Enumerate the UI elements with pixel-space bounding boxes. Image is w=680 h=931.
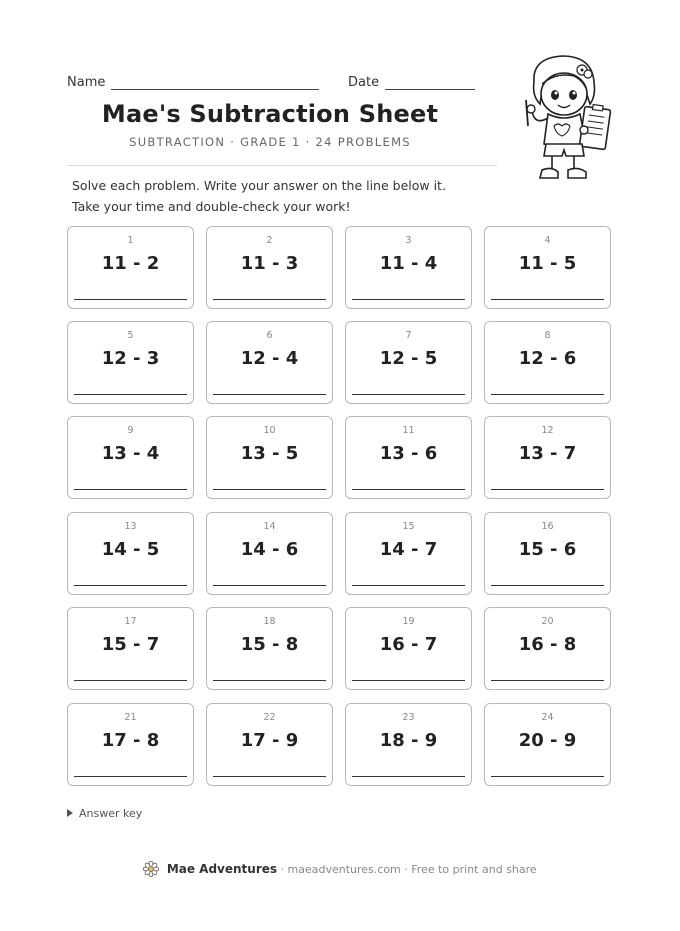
problem-expression: 14 - 7 [379, 539, 438, 560]
answer-line[interactable] [74, 489, 187, 490]
problem-card [484, 226, 611, 309]
problem-number: 19 [402, 616, 415, 627]
problem-expression: 15 - 7 [101, 634, 160, 655]
problem-expression: 13 - 6 [379, 443, 438, 464]
problem-card [345, 226, 472, 309]
problem-card [67, 416, 194, 499]
problem-expression: 16 - 7 [379, 634, 438, 655]
problem-number: 18 [263, 616, 276, 627]
answer-key-toggle[interactable] [67, 807, 142, 820]
date-field[interactable] [348, 75, 475, 90]
answer-line[interactable] [491, 394, 604, 395]
problem-number: 15 [402, 521, 415, 532]
problem-expression: 12 - 3 [101, 348, 160, 369]
instructions: Solve each problem. Write your answer on the line below it. Take your time and double-check your work! [72, 178, 446, 214]
problem-expression: 18 - 9 [379, 730, 438, 751]
problem-number: 1 [127, 235, 134, 246]
problem-expression: 14 - 5 [101, 539, 160, 560]
problem-number: 22 [263, 712, 276, 723]
problem-expression: 15 - 6 [518, 539, 577, 560]
problem-number: 8 [544, 330, 551, 341]
problem-card [206, 703, 333, 786]
answer-line[interactable] [491, 680, 604, 681]
problem-card [345, 607, 472, 690]
problem-expression: 16 - 8 [518, 634, 577, 655]
name-line[interactable] [111, 75, 319, 90]
answer-line[interactable] [213, 394, 326, 395]
problem-number: 12 [541, 425, 554, 436]
problem-number: 20 [541, 616, 554, 627]
problem-expression: 12 - 6 [518, 348, 577, 369]
footer [0, 862, 680, 878]
problem-number: 23 [402, 712, 415, 723]
problem-number: 7 [405, 330, 412, 341]
problem-expression: 12 - 5 [379, 348, 438, 369]
page-subtitle: SUBTRACTION · GRADE 1 · 24 PROBLEMS [129, 135, 411, 149]
problem-number: 10 [263, 425, 276, 436]
problem-card [345, 703, 472, 786]
problem-expression: 13 - 7 [518, 443, 577, 464]
problem-number: 9 [127, 425, 134, 436]
answer-line[interactable] [352, 489, 465, 490]
problem-expression: 17 - 9 [240, 730, 299, 751]
answer-line[interactable] [213, 680, 326, 681]
header-divider [67, 165, 497, 166]
problem-expression: 11 - 2 [101, 253, 160, 274]
problem-expression: 11 - 4 [379, 253, 438, 274]
problem-number: 3 [405, 235, 412, 246]
problem-card [67, 321, 194, 404]
problem-grid [67, 226, 613, 788]
problem-number: 13 [124, 521, 137, 532]
answer-line[interactable] [213, 776, 326, 777]
date-line[interactable] [385, 75, 475, 90]
name-label: Name [67, 75, 106, 90]
problem-card [206, 607, 333, 690]
problem-expression: 13 - 4 [101, 443, 160, 464]
problem-number: 24 [541, 712, 554, 723]
problem-card [206, 416, 333, 499]
problem-card [67, 226, 194, 309]
problem-card [484, 321, 611, 404]
answer-line[interactable] [74, 394, 187, 395]
problem-card [67, 703, 194, 786]
problem-card [484, 607, 611, 690]
answer-line[interactable] [213, 489, 326, 490]
problem-number: 5 [127, 330, 134, 341]
problem-number: 4 [544, 235, 551, 246]
problem-card [484, 703, 611, 786]
answer-key-label: Answer key [79, 807, 143, 820]
answer-line[interactable] [74, 299, 187, 300]
problem-expression: 14 - 6 [240, 539, 299, 560]
answer-line[interactable] [74, 776, 187, 777]
problem-expression: 13 - 5 [240, 443, 299, 464]
answer-line[interactable] [491, 299, 604, 300]
answer-line[interactable] [491, 489, 604, 490]
problem-number: 11 [402, 425, 415, 436]
footer-text: · maeadventures.com · Free to print and share [280, 863, 537, 876]
date-label: Date [348, 75, 380, 90]
answer-line[interactable] [352, 680, 465, 681]
daisy-flower-icon [143, 861, 159, 877]
problem-card [67, 512, 194, 595]
answer-line[interactable] [74, 680, 187, 681]
problem-card [206, 321, 333, 404]
problem-card [67, 607, 194, 690]
answer-line[interactable] [352, 394, 465, 395]
problem-card [484, 416, 611, 499]
answer-line[interactable] [74, 585, 187, 586]
problem-number: 17 [124, 616, 137, 627]
problem-number: 6 [266, 330, 273, 341]
problem-number: 16 [541, 521, 554, 532]
problem-expression: 17 - 8 [101, 730, 160, 751]
problem-number: 2 [266, 235, 273, 246]
footer-brand: Mae Adventures [166, 862, 278, 876]
mascot-illustration [512, 52, 622, 184]
answer-line[interactable] [491, 776, 604, 777]
problem-expression: 12 - 4 [240, 348, 299, 369]
answer-line[interactable] [213, 585, 326, 586]
problem-expression: 20 - 9 [518, 730, 577, 751]
problem-card [345, 321, 472, 404]
problem-card [484, 512, 611, 595]
triangle-right-icon [67, 809, 73, 817]
problem-card [345, 416, 472, 499]
answer-line[interactable] [491, 585, 604, 586]
answer-line[interactable] [352, 776, 465, 777]
answer-line[interactable] [352, 585, 465, 586]
page-title: Mae's Subtraction Sheet [101, 100, 439, 128]
name-field[interactable] [67, 75, 319, 90]
problem-expression: 15 - 8 [240, 634, 299, 655]
problem-card [345, 512, 472, 595]
problem-number: 21 [124, 712, 137, 723]
problem-expression: 11 - 3 [240, 253, 299, 274]
problem-card [206, 512, 333, 595]
problem-card [206, 226, 333, 309]
answer-line[interactable] [213, 299, 326, 300]
problem-number: 14 [263, 521, 276, 532]
problem-expression: 11 - 5 [518, 253, 577, 274]
answer-line[interactable] [352, 299, 465, 300]
